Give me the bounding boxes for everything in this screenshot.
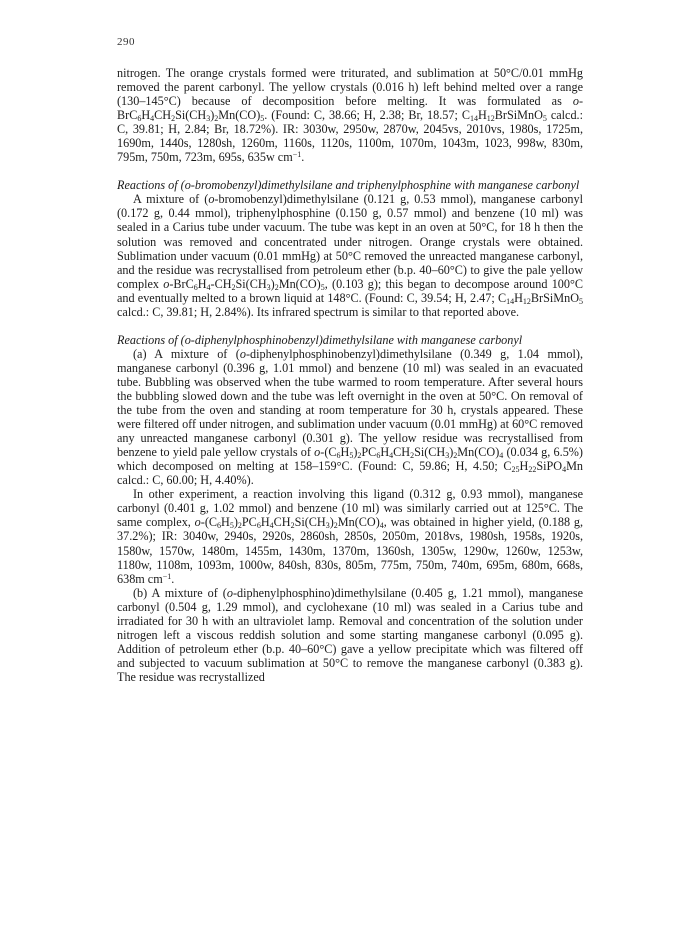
paragraph-reaction-a: (a) A mixture of (o-diphenylphosphinobenzyl)dimethylsilane (0.349 g, 1.04 mmol), manganese carbonyl (0.396 g, 1.01 mmol) and benzene (10 ml) was sealed in an evacuated tube. Bubbling was observed when the tube warmed to room temperature. After several hours the bubbling slowed down and the tube was left overnight in the oven at 50°C. On removal of the tube from the oven and standing at room temperature for 30 h, crystals appeared. These were filtered off under nitrogen, and sublimation under vacuum (0.01 mmHg) at 60°C removed any unreacted manganese carbonyl (0.301 g). The yellow residue was recrystallised from benzene to yield pale yellow crystals of $o-(C_6H_5)_2PC_6H_4CH_2Si(CH_3)_2Mn(CO)_4$ (0.034 g, 6.5%) which decomposed on melting at 158–159°C. (Found: C, 59.86; H, 4.50; $C_{25}H_{22}SiPO_4Mn$ calcd.: C, 60.00; H, 4.40%).: [117, 346, 583, 488]
paragraph-reaction-b: (b) A mixture of (o-diphenylphosphino)dimethylsilane (0.405 g, 1.21 mmol), manganese carbonyl (0.504 g, 1.29 mmol), and cyclohexane (10 ml) was sealed in a Carius tube and irradiated for 30 h with an ultraviolet lamp. Removal and concentration of the solution under nitrogen left a viscous reddish solution and some starting manganese carbonyl (0.095 g). Addition of petroleum ether (b.p. 40–60°C) gave a yellow precipitate which was filtered off and subjected to vacuum sublimation at 50°C to remove the manganese carbonyl (0.383 g). The residue was recrystallized: [117, 585, 583, 684]
paragraph-nitrogen-sublimation: nitrogen. The orange crystals formed were triturated, and sublimation at 50°C/0.01 mmHg removed the parent carbonyl. The yellow crystals (0.016 h) left behind melted over a range (130–145°C) because of decomposition before melting. It was formulated as $o-BrC_6H_4CH_2Si(CH_3)_2Mn(CO)_5$. (Found: C, 38.66; H, 2.38; Br, 18.57; $C_{14}H_{12}BrSiMnO_5$ calcd.: C, 39.81; H, 2.84; Br, 18.72%). IR: 3030w, 2950w, 2870w, 2045vs, 2010vs, 1980s, 1725m, 1690m, 1440s, 1280sh, 1260m, 1160s, 1120s, 1100m, 1070m, 1043m, 1023, 998w, 830m, 795m, 750m, 723m, 695s, 635w $cm^{-1}$.: [117, 66, 583, 165]
section-heading-diphenylphosphinobenzyl: Reactions of (o-diphenylphosphinobenzyl)dimethylsilane with manganese carbonyl: [117, 332, 523, 347]
paragraph-other-experiment: In other experiment, a reaction involving this ligand (0.312 g, 0.93 mmol), manganese carbonyl (0.401 g, 1.02 mmol) and benzene (10 ml) was similarly carried out at 125°C. The same complex, $o-(C_6H_5)_2PC_6H_4CH_2Si(CH_3)_2Mn(CO)_4$, was obtained in higher yield, (0.188 g, 37.2%); IR: 3040w, 2940s, 2920s, 2860sh, 2850s, 2050m, 2018vs, 1980sh, 1958s, 1920s, 1580w, 1570w, 1480m, 1455m, 1430m, 1370m, 1360sh, 1305w, 1290w, 1260w, 1253w, 1180w, 1108m, 1093m, 1000w, 840sh, 830s, 805m, 775m, 750m, 740m, 695m, 680m, 668s, 638m $cm^{-1}$.: [117, 487, 583, 586]
section-heading-bromobenzyl: Reactions of (o-bromobenzyl)dimethylsilane and triphenylphosphine with manganese carbonyl: [117, 178, 580, 193]
paragraph-bromobenzyl-reaction: A mixture of (o-bromobenzyl)dimethylsilane (0.121 g, 0.53 mmol), manganese carbonyl (0.172 g, 0.44 mmol), triphenylphosphine (0.150 g, 0.57 mmol) and benzene (10 ml) was sealed in a Carius tube under vacuum. The tube was kept in an oven at 50°C, for 18 h then the solution was removed and concentrated under nitrogen. Orange crystals were obtained. Sublimation under vacuum (0.01 mmHg) at 50°C removed the unreacted manganese carbonyl, and the residue was recrystallised from petroleum ether (b.p. 40–60°C) to give the pale yellow complex $o-BrC_6H_4-CH_2Si(CH_3)_2Mn(CO)_5$, (0.103 g); this began to decompose around 100°C and eventually melted to a brown liquid at 148°C. (Found: C, 39.54; H, 2.47; $C_{14}H_{12}BrSiMnO_5$ calcd.: C, 39.81; H, 2.84%). Its infrared spectrum is similar to that reported above.: [117, 192, 584, 319]
page-number: 290: [117, 36, 135, 48]
article-body: [117, 66, 583, 684]
